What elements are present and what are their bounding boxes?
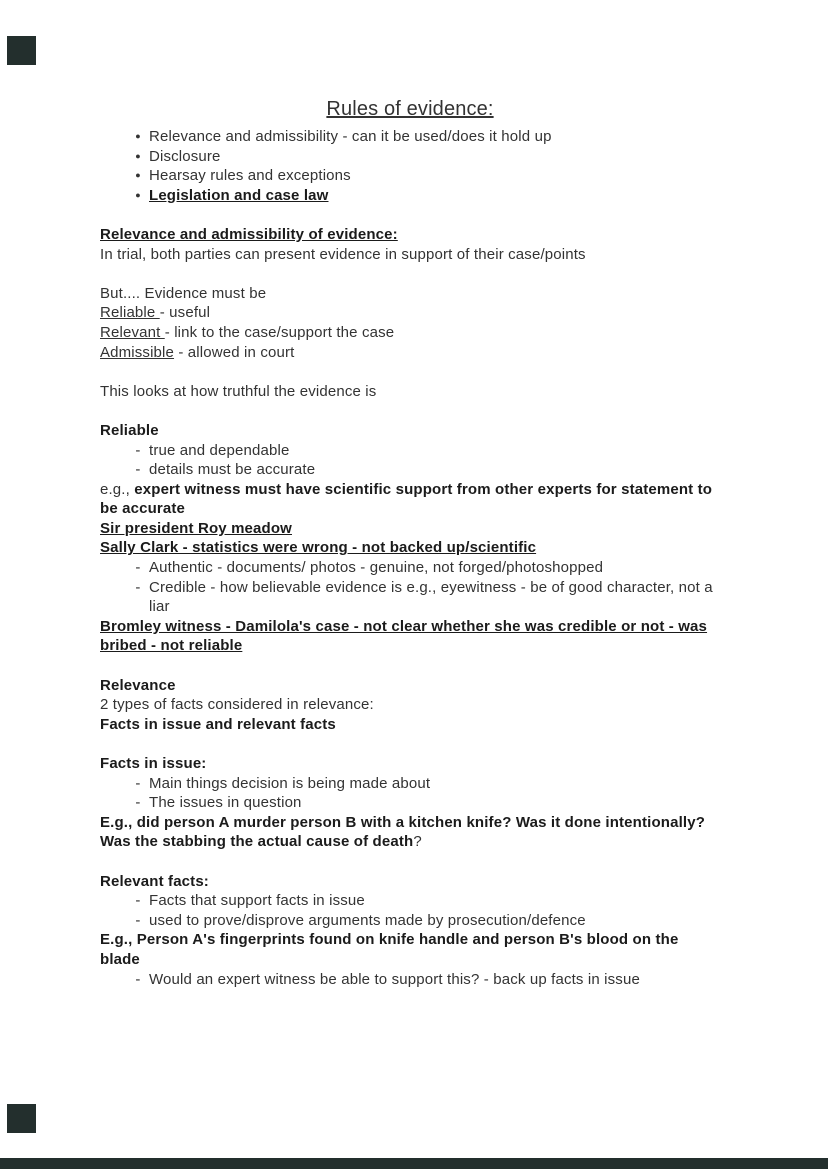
line-text: Sally Clark - statistics were wrong - not backed up/scientific	[100, 539, 537, 557]
text-line	[100, 480, 720, 519]
dash-item	[100, 911, 720, 931]
line-text: The issues in question	[149, 794, 302, 812]
dash-item	[100, 793, 720, 813]
line-text: Authentic - documents/ photos - genuine, not forged/photoshopped	[149, 559, 604, 577]
text-line	[100, 872, 720, 892]
dash-glyph: -	[135, 892, 141, 910]
line-text: Relevance and admissibility of evidence:	[100, 225, 398, 243]
line-text: Relevant facts:	[100, 872, 209, 890]
text-line	[100, 245, 720, 265]
line-text: This looks at how truthful the evidence is	[100, 382, 377, 400]
text-line	[100, 382, 720, 402]
dash-item	[100, 891, 720, 911]
blank-line	[100, 362, 720, 382]
text-line	[100, 284, 720, 304]
blank-line	[100, 852, 720, 872]
blank-line	[100, 401, 720, 421]
dash-glyph: -	[135, 441, 141, 459]
corner-mark-bottom-left	[7, 1104, 36, 1133]
line-text: E.g., did person A murder person B with a kitchen knife? Was it done intentionally?	[100, 813, 706, 831]
line-text: But.... Evidence must be	[100, 284, 267, 302]
bullet-item	[100, 186, 720, 206]
line-text: 2 types of facts considered in relevance:	[100, 696, 374, 714]
bullet-glyph: ●	[135, 150, 141, 161]
line-text: true and dependable	[149, 441, 290, 459]
document-title: Rules of evidence:	[326, 98, 494, 120]
text-line	[100, 421, 720, 441]
line-text: e.g., expert witness must have scientific support from other experts for statement to be accurate	[100, 480, 713, 518]
text-line	[100, 538, 720, 558]
dash-glyph: -	[135, 461, 141, 479]
text-line	[100, 832, 720, 852]
line-text: In trial, both parties can present evidence in support of their case/points	[100, 245, 586, 263]
line-text: Sir president Roy meadow	[100, 519, 292, 537]
line-text: Hearsay rules and exceptions	[149, 167, 351, 185]
bullet-item	[100, 166, 720, 186]
bottom-edge-bar	[0, 1158, 828, 1169]
blank-line	[100, 734, 720, 754]
line-text: Disclosure	[149, 147, 221, 165]
line-text: Facts in issue:	[100, 755, 207, 772]
dash-glyph: -	[135, 578, 141, 596]
text-line	[100, 695, 720, 715]
dash-item	[100, 774, 720, 794]
line-text: details must be accurate	[149, 461, 316, 479]
line-text: Bromley witness - Damilola's case - not clear whether she was credible or not - was bribed - not reliable	[100, 617, 708, 655]
dash-item	[100, 578, 720, 617]
document-blocks	[100, 127, 720, 989]
line-text: E.g., Person A's fingerprints found on knife handle and person B's blood on the blade	[100, 931, 679, 968]
dash-item	[100, 970, 720, 990]
line-text: used to prove/disprove arguments made by prosecution/defence	[149, 911, 586, 929]
dash-item	[100, 460, 720, 480]
dash-glyph: -	[135, 794, 141, 812]
line-text: Reliable	[100, 421, 159, 439]
blank-line	[100, 205, 720, 225]
line-text: Facts that support facts in issue	[149, 892, 365, 910]
dash-glyph: -	[135, 911, 141, 929]
line-text: Relevance and admissibility - can it be used/does it hold up	[149, 128, 552, 145]
line-text: Facts in issue and relevant facts	[100, 715, 336, 733]
dash-item	[100, 558, 720, 578]
bullet-glyph: ●	[135, 189, 141, 200]
line-text: Would an expert witness be able to support this? - back up facts in issue	[149, 970, 640, 988]
dash-glyph: -	[135, 559, 141, 577]
text-line	[100, 930, 720, 969]
line-text: Was the stabbing the actual cause of death?	[100, 833, 422, 851]
dash-item	[100, 441, 720, 461]
text-line	[100, 813, 720, 833]
bullet-item	[100, 127, 720, 147]
text-line	[100, 754, 720, 774]
blank-line	[100, 264, 720, 284]
text-line	[100, 323, 720, 343]
line-text: Credible - how believable evidence is e.g., eyewitness - be of good character, not a liar	[149, 578, 713, 616]
text-line	[100, 519, 720, 539]
text-line	[100, 225, 720, 245]
bullet-item	[100, 147, 720, 167]
line-text: Reliable - useful	[100, 304, 211, 322]
text-line	[100, 617, 720, 656]
text-line	[100, 676, 720, 696]
bullet-glyph: ●	[135, 170, 141, 181]
text-line	[100, 303, 720, 323]
text-line	[100, 715, 720, 735]
line-text: Legislation and case law	[149, 186, 329, 204]
blank-line	[100, 656, 720, 676]
line-text: Relevance	[100, 676, 176, 694]
dash-glyph: -	[135, 970, 141, 988]
dash-glyph: -	[135, 774, 141, 792]
line-text: Main things decision is being made about	[149, 774, 431, 792]
bullet-glyph: ●	[135, 131, 141, 141]
text-line	[100, 343, 720, 363]
line-text: Relevant - link to the case/support the case	[100, 323, 395, 341]
line-text: Admissible - allowed in court	[100, 343, 295, 361]
